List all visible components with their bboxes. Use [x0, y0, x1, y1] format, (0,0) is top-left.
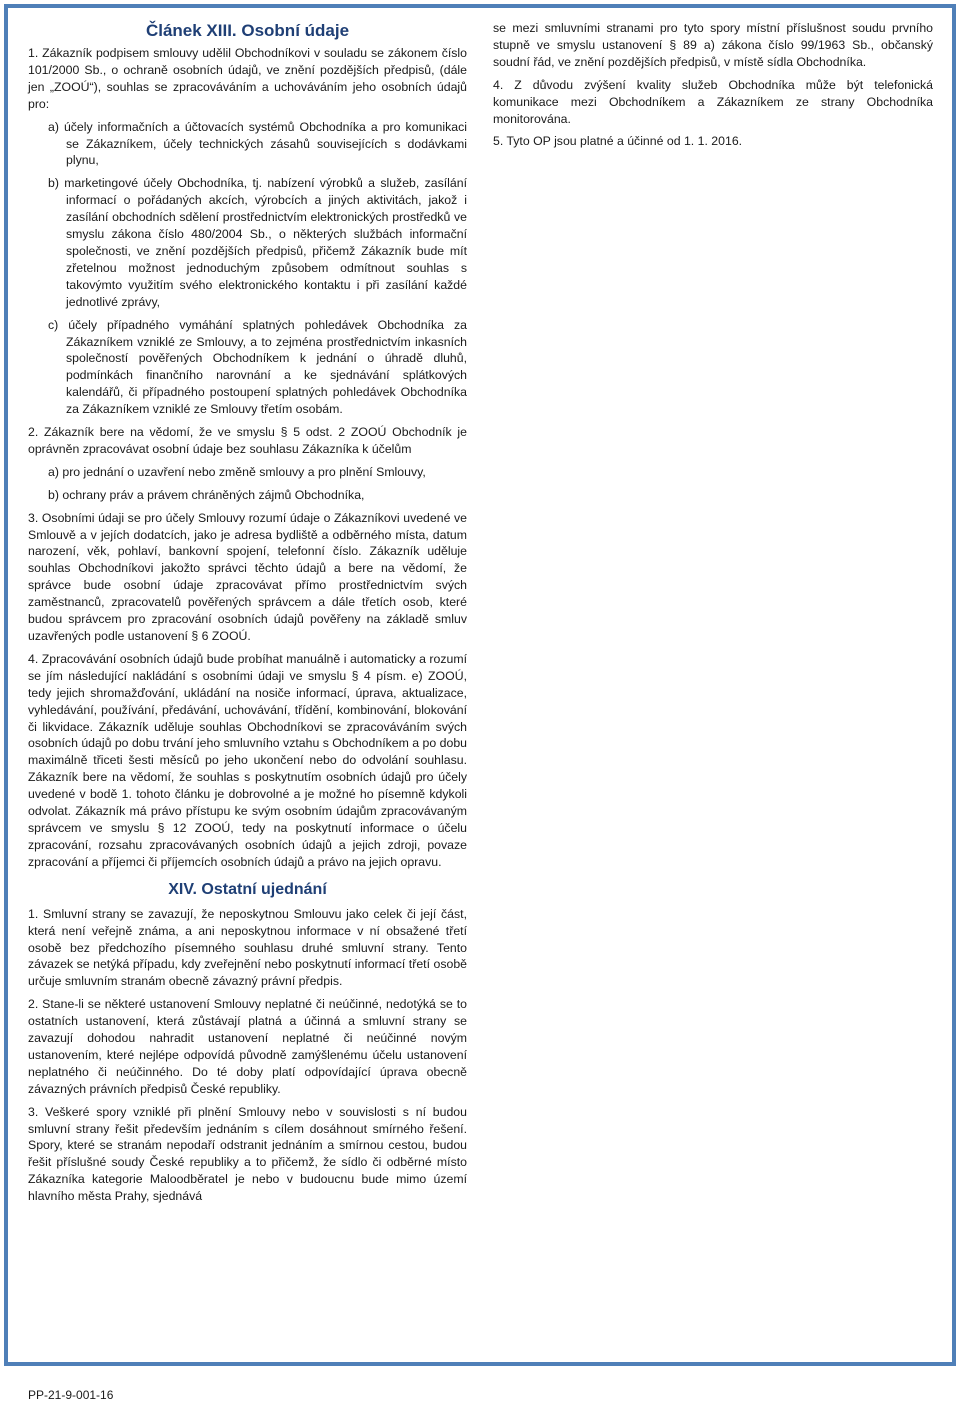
- article-13-item-c: c) účely případného vymáhání splatných pohledávek Obchodníka za Zákazníkem vzniklé ze Smlouvy, a to zejména prostřednictvím inkasních společností pověřených Obchodníkem k jednání o úhradě dluhů, podmínkách finančního narovnání a ke sjednávání splátkových kalendářů, či případného postoupení splatných pohledávek Obchodníka za Zákazníkem vzniklé ze Smlouvy třetím osobám.: [48, 317, 467, 417]
- article-14-paragraph-4: 4. Z důvodu zvýšení kvality služeb Obchodníka může být telefonická komunikace mezi Obchodníkem a Zákazníkem ze strany Obchodníka monitorována.: [493, 77, 933, 126]
- article-14-paragraph-2: 2. Stane-li se některé ustanovení Smlouvy neplatné či neúčinné, nedotýká se to ostatních ustanovení, která zůstávají platná a účinná a smluvní strany se zavazují dohodou nahradit ustanovení neplatné či neúčinné novým ustanovením, které nejlépe odpovídá původně zamýšlenému účelu ustanovení neplatného či neúčinného. Do té doby platí odpovídající úprava obecně závazných právních předpisů České republiky.: [28, 997, 467, 1096]
- right-column: [493, 20, 933, 156]
- article-13-paragraph-2-item-a: a) pro jednání o uzavření nebo změně smlouvy a pro plnění Smlouvy,: [48, 464, 426, 479]
- article-14-paragraph-3-continued: se mezi smluvními stranami pro tyto spory místní příslušnost soudu prvního stupně ve smyslu ustanovení § 89 a) zákona číslo 99/1963 Sb., občanský soudní řád, ve znění pozdějších předpisů, v místě sídla Obchodníka.: [493, 21, 933, 69]
- article-14-paragraph-5: 5. Tyto OP jsou platné a účinné od 1. 1. 2016.: [493, 134, 743, 149]
- left-column: [28, 20, 467, 1211]
- article-13-paragraph-4: 4. Zpracovávání osobních údajů bude probíhat manuálně i automaticky a rozumí se jím následující nakládání s osobními údaji ve smyslu § 4 písm. e) ZOOÚ, tedy jejich shromažďování, ukládání na nosiče informací, úprava, aktualizace, vyhledávání, používání, předávání, uchovávání, třídění, kombinování, blokování či likvidace. Zákazník uděluje souhlas Obchodníkovi se zpracováváním svých osobních údajů po dobu trvání jeho smluvního vztahu s Obchodníkem a po dobu maximálně třiceti šesti měsíců po jeho ukončení nebo do odvolání souhlasu. Zákazník bere na vědomí, že souhlas s poskytnutím osobních údajů pro účely uvedené v bodě 1. tohoto článku je dobrovolné a je možné ho písemně kdykoli odvolat. Zákazník má právo přístupu ke svým osobním údajům zpracovávaným správcem ve smyslu § 12 ZOOÚ, tedy na poskytnutí informace o účelu zpracování, rozsahu zpracovávaných osobních údajů a jejich zdroji, povaze zpracování a příjemci či příjemcích osobních údajů a právo na jejich opravu.: [28, 651, 467, 869]
- article-13-paragraph-2-item-b: b) ochrany práv a právem chráněných zájmů Obchodníka,: [48, 487, 365, 502]
- article-13-paragraph-1: 1. Zákazník podpisem smlouvy udělil Obchodníkovi v souladu se zákonem číslo 101/2000 Sb., o ochraně osobních údajů, ve znění pozdějších předpisů, (dále jen „ZOOÚ“), souhlas se zpracováváním a uchováváním jeho osobních údajů pro:: [28, 46, 467, 111]
- article-14-paragraph-3: 3. Veškeré spory vzniklé při plnění Smlouvy nebo v souvislosti s ní budou smluvní strany řešit především jednáním s cílem dosáhnout smírného řešení. Spory, které se stranám nepodaří odstranit jednáním a smírnou cestou, budou řešit příslušné soudy České republiky a to přičemž, že sídlo či odběrné místo Zákazníka kategorie Maloodběratel je nebo v budoucnu bude mimo území hlavního města Prahy, sjednává: [28, 1104, 467, 1204]
- article-13-item-b: b) marketingové účely Obchodníka, tj. nabízení výrobků a služeb, zasílání informací o pořádaných akcích, výrobcích a jiných aktivitách, jakož i zasílání obchodních sdělení prostřednictvím elektronických prostředků ve smyslu zákona číslo 480/2004 Sb., o některých službách informační společnosti, ve znění pozdějších předpisů, přičemž Zákazník bude mít zřetelnou možnost jednoduchým způsobem odmítnout souhlas s takovýmto využitím svého elektronického kontaktu i při zasílání každé jednotlivé zprávy,: [48, 176, 467, 309]
- article-14-title: XIV. Ostatní ujednání: [168, 880, 327, 898]
- article-13-title: Článek XIII. Osobní údaje: [145, 21, 350, 40]
- document-code: PP-21-9-001-16: [28, 1388, 114, 1402]
- article-14-paragraph-1: 1. Smluvní strany se zavazují, že neposkytnou Smlouvu jako celek či její část, která není veřejně známa, a ani neposkytnou informace v ní obsažené třetí osobě bez předchozího písemného souhlasu druhé smluvní strany. Tento závazek se netýká případu, kdy zveřejnění nebo poskytnutí informací třetí osobě určuje smluvním stranám obecně závazný právní předpis.: [28, 906, 467, 989]
- article-13-paragraph-3: 3. Osobními údaji se pro účely Smlouvy rozumí údaje o Zákazníkovi uvedené ve Smlouvě a v jejích dodatcích, jako je adresa bydliště a odběrného místa, datum narození, věk, pohlaví, bankovní spojení, telefonní číslo. Zákazník uděluje souhlas Obchodníkovi jakožto správci těchto údajů a bere na vědomí, že správce bude osobní údaje zpracovávat přímo prostřednictvím svých zaměstnanců, zpracovatelů pověřených správcem a dále třetích osob, které budou správcem pro zpracování osobních údajů pověřeny na základě smluv uzavřených podle ustanovení § 6 ZOOÚ.: [28, 510, 467, 643]
- article-13-paragraph-2: 2. Zákazník bere na vědomí, že ve smyslu § 5 odst. 2 ZOOÚ Obchodník je oprávněn zpracovávat osobní údaje bez souhlasu Zákazníka k účelům: [28, 425, 467, 456]
- article-13-item-a: a) účely informačních a účtovacích systémů Obchodníka a pro komunikaci se Zákazníkem, účely technických zásahů souvisejících s dodávkami plynu,: [48, 119, 467, 168]
